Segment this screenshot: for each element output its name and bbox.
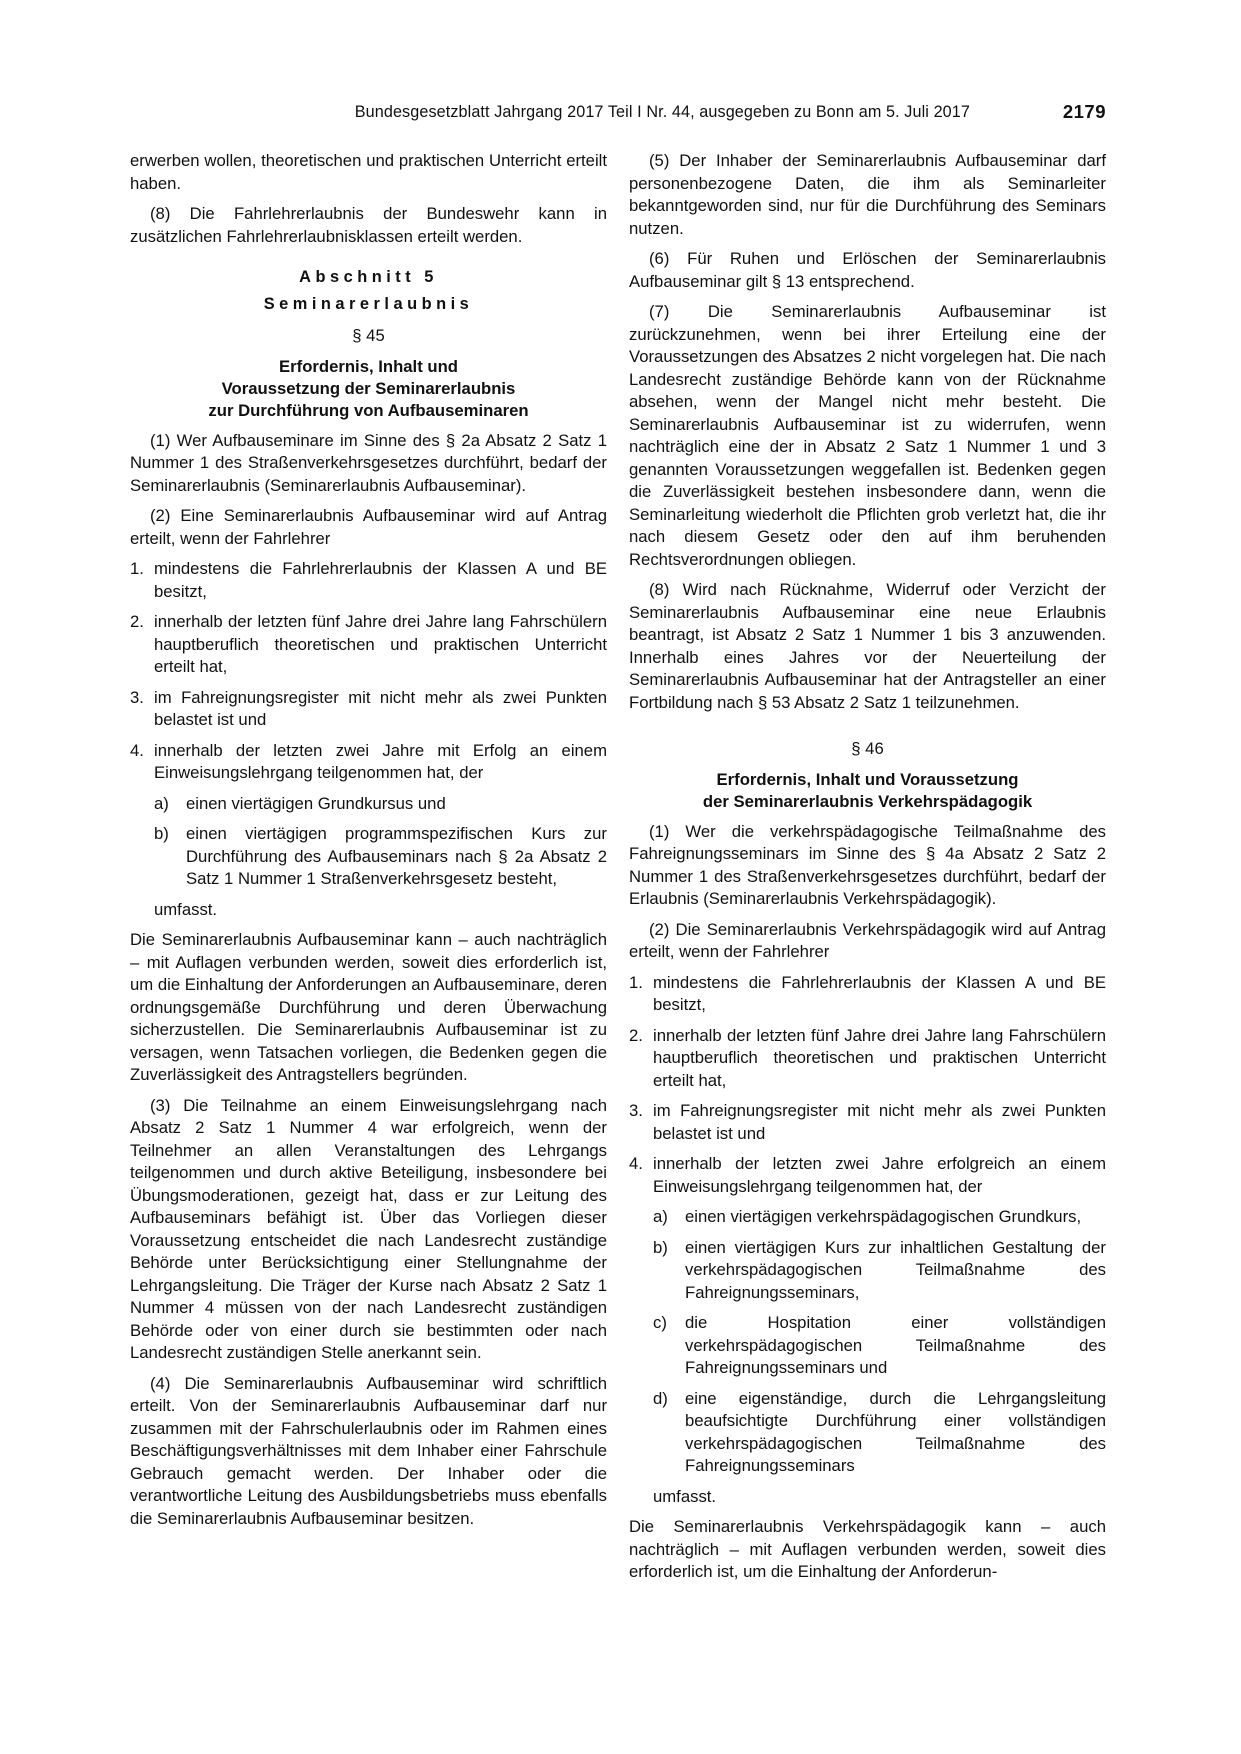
paragraph-7: (7) Die Seminarerlaubnis Aufbauseminar ist zurückzunehmen, wenn bei ihrer Erteilung eine der Voraussetzungen des Absatzes 2 nicht vorgelegen hat. Die nach Landesrecht zuständige Behörde kann von der Rücknahme absehen, wenn der Mangel nicht mehr besteht. Die Seminarerlaubnis Aufbauseminar ist zu widerrufen, wenn nachträglich eine der in Absatz 2 Satz 1 Nummer 1 und 3 genannten Voraussetzungen weggefallen ist. Bedenken gegen die Zuverlässigkeit bestehen insbesondere dann, wenn die Seminarleitung wiederholt die Pflichten grob verletzt hat, die ihr nach diesem Gesetz oder den auf ihm beruhenden Rechtsverordnungen obliegen. bbox=[629, 302, 1106, 569]
list-item-text: mindestens die Fahrlehrerlaubnis der Klassen A und BE besitzt, bbox=[154, 559, 607, 601]
list-tail: umfasst. bbox=[154, 899, 218, 919]
sub-list-item-text: einen viertägigen Grundkursus und bbox=[186, 793, 446, 813]
paragraph-8-right: (8) Wird nach Rücknahme, Widerruf oder Verzicht der Seminarerlaubnis Aufbauseminar eine neue Erlaubnis beantragt, ist Absatz 2 Satz 1 Nummer 1 bis 3 anzuwenden. Innerhalb eines Jahres vor der Neuerteilung der Seminarerlaubnis Aufbauseminar hat der Antragsteller an einer Fortbildung nach § 53 Absatz 2 Satz 1 teilzunehmen. bbox=[629, 580, 1106, 712]
list-item-text: innerhalb der letzten fünf Jahre drei Jahre lang Fahrschülern hauptberuflich theoretischen und praktischen Unterricht erteilt hat, bbox=[154, 612, 607, 676]
section-label: Abschnitt 5 bbox=[299, 268, 438, 286]
sub-list-item-text: die Hospitation einer vollständigen verkehrspädagogischen Teilmaßnahme des Fahreignungsseminars und bbox=[685, 1313, 1106, 1377]
list-item-number: 3. bbox=[130, 687, 144, 707]
header-publication-line: Bundesgesetzblatt Jahrgang 2017 Teil I Nr. 44, ausgegeben zu Bonn am 5. Juli 2017 bbox=[354, 103, 970, 121]
sub-list-item-text: einen viertägigen programmspezifischen Kurs zur Durchführung des Aufbauseminars nach § 2a Absatz 2 Satz 1 Nummer 1 Straßenverkehrsgesetz besteht, bbox=[186, 824, 607, 888]
paragraph-number-45: § 45 bbox=[352, 326, 385, 345]
paragraph-3: (3) Die Teilnahme an einem Einweisungslehrgang nach Absatz 2 Satz 1 Nummer 4 war erfolgreich, wenn der Teilnehmer an allen Veranstaltungen des Lehrgangs teilgenommen und durch aktive Beteiligung, insbesondere bei Übungsmoderationen, gezeigt hat, dass er zur Leitung des Aufbauseminars befähigt ist. Über das Vorliegen dieser Voraussetzung entscheidet die nach Landesrecht zuständige Behörde unter Berücksichtigung einer Stellungnahme der Lehrgangsleitung. Die Träger der Kurse nach Absatz 2 Satz 1 Nummer 4 müssen von der nach Landesrecht zuständigen Behörde oder von einer durch sie bestimmten oder nach Landesrecht zuständigen Stelle anerkannt sein. bbox=[130, 1095, 607, 1362]
sub-list-item bbox=[629, 1388, 1106, 1478]
right-column bbox=[629, 150, 1106, 1592]
sub-list-item-text: einen viertägigen verkehrspädagogischen Grundkurs, bbox=[685, 1207, 1082, 1226]
paragraph-intro: erwerben wollen, theoretischen und praktischen Unterricht erteilt haben. bbox=[130, 151, 607, 193]
sub-list-item bbox=[629, 1237, 1106, 1305]
list-item bbox=[629, 1153, 1106, 1198]
list-item-number: 1. bbox=[130, 559, 144, 578]
paragraph-number-46: § 46 bbox=[851, 739, 884, 758]
list-item bbox=[130, 558, 607, 603]
paragraph-4: (4) Die Seminarerlaubnis Aufbauseminar wird schriftlich erteilt. Von der Seminarerlaubnis Aufbauseminar darf nur zusammen mit der Fahrschulerlaubnis oder im Rahmen eines Beschäftigungsverhältnisses mit dem Inhaber einer Fahrschule Gebrauch gemacht werden. Der Inhaber oder die verantwortliche Leitung des Ausbildungsbetriebs muss ebenfalls die Seminarerlaubnis Aufbauseminar besitzen. bbox=[130, 1373, 607, 1528]
paragraph-8: (8) Die Fahrlehrerlaubnis der Bundeswehr kann in zusätzlichen Fahrlehrerlaubnisklassen erteilt werden. bbox=[130, 204, 607, 246]
paragraph-1-right: (1) Wer die verkehrspädagogische Teilmaßnahme des Fahreignungsseminars im Sinne des § 4a Absatz 2 Satz 2 Nummer 1 des Straßenverkehrsgesetzes durchführt, bedarf der Erlaubnis (Seminarerlaubnis Verkehrspädagogik). bbox=[629, 821, 1106, 908]
list-item-number: 3. bbox=[629, 1101, 643, 1120]
heading-line: Voraussetzung der Seminarerlaubnis bbox=[221, 378, 516, 398]
list-item-text: im Fahreignungsregister mit nicht mehr als zwei Punkten belastet ist und bbox=[154, 687, 607, 729]
sub-list-item bbox=[629, 1312, 1106, 1380]
list-item bbox=[629, 1100, 1106, 1145]
list-item bbox=[629, 972, 1106, 1017]
sub-list-item-letter: b) bbox=[653, 1237, 668, 1257]
heading-line: Erfordernis, Inhalt und bbox=[279, 356, 458, 376]
sub-list-item-letter: d) bbox=[653, 1388, 668, 1408]
sub-list-item-letter: a) bbox=[154, 793, 169, 813]
heading-line: der Seminarerlaubnis Verkehrspädagogik bbox=[702, 791, 1033, 811]
list-item-number: 1. bbox=[629, 972, 643, 992]
sub-list-item bbox=[130, 823, 607, 891]
sub-list-item bbox=[629, 1206, 1106, 1229]
list-item-text: innerhalb der letzten zwei Jahre erfolgreich an einem Einweisungslehrgang teilgenommen hat, der bbox=[653, 1154, 1106, 1196]
list-item-text: innerhalb der letzten zwei Jahre mit Erfolg an einem Einweisungslehrgang teilgenommen hat, der bbox=[154, 740, 607, 782]
sub-list-item-text: eine eigenständige, durch die Lehrgangsleitung beaufsichtigte Durchführung einer vollständigen verkehrspädagogischen Teilmaßnahme des Fahreignungsseminars bbox=[685, 1388, 1106, 1475]
heading-line: zur Durchführung von Aufbauseminaren bbox=[208, 400, 529, 420]
list-item-number: 2. bbox=[130, 612, 144, 631]
sub-list-item-letter: a) bbox=[653, 1207, 668, 1226]
paragraph-heading-46 bbox=[629, 769, 1106, 813]
paragraph-heading-45 bbox=[130, 356, 607, 422]
list-tail: umfasst. bbox=[653, 1486, 717, 1506]
paragraph-2-right: (2) Die Seminarerlaubnis Verkehrspädagogik wird auf Antrag erteilt, wenn der Fahrlehrer bbox=[629, 919, 1106, 961]
paragraph-1: (1) Wer Aufbauseminare im Sinne des § 2a Absatz 2 Satz 1 Nummer 1 des Straßenverkehrsgesetzes durchführt, bedarf der Seminarerlaubnis (Seminarerlaubnis Aufbauseminar). bbox=[130, 430, 607, 495]
sub-list-item-text: einen viertägigen Kurs zur inhaltlichen Gestaltung der verkehrspädagogischen Teilmaßnahme des Fahreignungsseminars, bbox=[685, 1237, 1106, 1302]
list-item bbox=[130, 687, 607, 732]
heading-line: Erfordernis, Inhalt und Voraussetzung bbox=[716, 769, 1019, 789]
page-header bbox=[130, 101, 1106, 127]
sub-list-item-letter: b) bbox=[154, 824, 169, 843]
list-item-number: 4. bbox=[629, 1154, 643, 1173]
list-item bbox=[130, 611, 607, 679]
section-title: Seminarerlaubnis bbox=[263, 294, 474, 313]
list-item-text: innerhalb der letzten fünf Jahre drei Jahre lang Fahrschülern hauptberuflich theoretischen und praktischen Unterricht erteilt hat, bbox=[653, 1025, 1106, 1090]
paragraph-6: (6) Für Ruhen und Erlöschen der Seminarerlaubnis Aufbauseminar gilt § 13 entsprechend. bbox=[629, 249, 1106, 291]
list-item-number: 2. bbox=[629, 1025, 643, 1045]
paragraph-after-list: Die Seminarerlaubnis Aufbauseminar kann – auch nachträglich – mit Auflagen verbunden werden, soweit dies erforderlich ist, um die Einhaltung der Anforderungen an Aufbauseminare, deren ordnungsgemäße Durchführung und deren Überwachung sicherzustellen. Die Seminarerlaubnis Aufbauseminar ist zu versagen, wenn Tatsachen vorliegen, die Bedenken gegen die Zuverlässigkeit des Antragstellers begründen. bbox=[130, 930, 607, 1084]
list-item-text: mindestens die Fahrlehrerlaubnis der Klassen A und BE besitzt, bbox=[653, 972, 1106, 1014]
left-column bbox=[130, 150, 607, 1538]
paragraph-2: (2) Eine Seminarerlaubnis Aufbauseminar wird auf Antrag erteilt, wenn der Fahrlehrer bbox=[130, 506, 607, 548]
sub-list-item bbox=[130, 793, 607, 816]
sub-list-item-letter: c) bbox=[653, 1313, 667, 1332]
list-item-number: 4. bbox=[130, 740, 144, 760]
paragraph-after-list-right: Die Seminarerlaubnis Verkehrspädagogik kann – auch nachträglich – mit Auflagen verbunden werden, soweit dies erforderlich ist, um die Einhaltung der Anforderun- bbox=[629, 1517, 1106, 1581]
list-item bbox=[130, 740, 607, 785]
page-number: 2179 bbox=[1062, 101, 1106, 122]
list-item bbox=[629, 1025, 1106, 1093]
list-item-text: im Fahreignungsregister mit nicht mehr als zwei Punkten belastet ist und bbox=[653, 1101, 1106, 1143]
paragraph-5: (5) Der Inhaber der Seminarerlaubnis Aufbauseminar darf personenbezogene Daten, die ihm als Seminarleiter bekanntgeworden sind, nur für die Durchführung des Seminars nutzen. bbox=[629, 151, 1106, 238]
